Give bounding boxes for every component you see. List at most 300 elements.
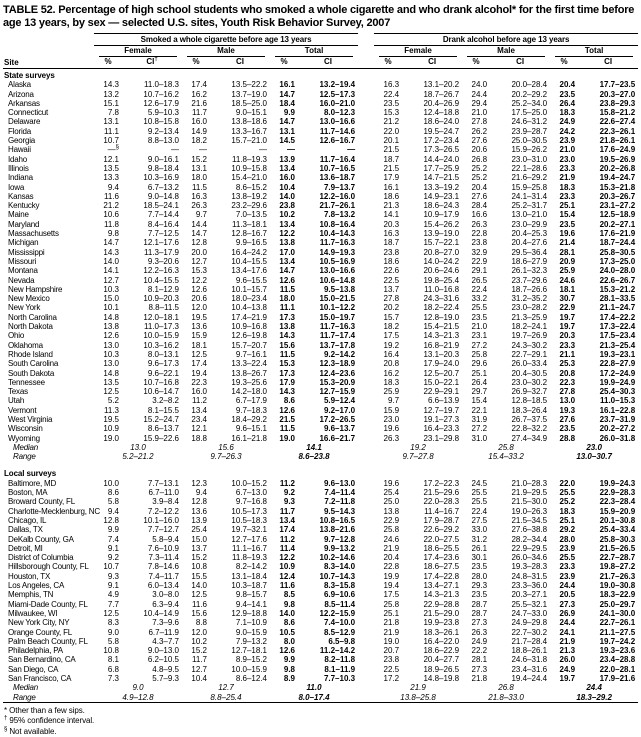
site-cell: Oklahoma xyxy=(8,340,43,350)
group-spacer xyxy=(358,479,374,488)
site-cell: Alaska xyxy=(8,80,31,90)
value-cell: 22.9 xyxy=(383,515,400,525)
value-cell: 7.2–11.8 xyxy=(324,497,356,507)
value-cell: 20.9 xyxy=(559,256,576,266)
value-cell: 11.0–17.3 xyxy=(144,322,179,332)
value-cell: 22.9 xyxy=(471,256,488,266)
value-cell: 20.6–24.6 xyxy=(423,266,460,276)
section-label: State surveys xyxy=(4,71,55,80)
site-cell: Miami-Dade County, FL xyxy=(8,599,88,609)
value-cell: 13.6 xyxy=(191,322,207,332)
site-cell: North Carolina xyxy=(8,312,57,322)
value-cell: 17.2 xyxy=(383,674,400,683)
value-cell: 13.9–19.0 xyxy=(423,229,460,239)
group-spacer xyxy=(358,628,374,637)
value-cell: 9.8–18.4 xyxy=(147,163,179,173)
group-spacer xyxy=(358,406,374,415)
value-cell: 20.2–29.2 xyxy=(511,89,548,99)
value-cell: 18.7–26.6 xyxy=(511,284,548,294)
table-row xyxy=(3,136,638,145)
value-cell: 16.6–21.7 xyxy=(319,433,356,443)
value-cell: 8.2–14.2 xyxy=(235,562,267,572)
table-row xyxy=(3,229,638,238)
value-cell: 11.0–18.3 xyxy=(144,80,179,90)
value-cell: 12.5 xyxy=(191,349,207,359)
value-cell: 10.0–15.2 xyxy=(231,478,267,488)
group-spacer xyxy=(358,674,374,683)
value-cell: 29.2 xyxy=(559,525,576,535)
value-cell: 13.0 xyxy=(559,396,576,406)
value-cell: 13.6 xyxy=(191,506,207,516)
value-cell: 19.3–28.3 xyxy=(511,562,548,572)
site-cell: Baltimore, MD xyxy=(8,478,57,488)
value-cell: 9.7–16.8 xyxy=(235,497,267,507)
value-cell: 26.0 xyxy=(559,655,576,665)
value-cell: 16.0 xyxy=(191,117,207,127)
value-cell: 24.0–28.0 xyxy=(599,266,636,276)
group-spacer xyxy=(358,145,374,154)
value-cell: 19.0 xyxy=(103,433,119,443)
value-cell: 20.3–27.1 xyxy=(511,590,548,600)
value-cell: 6.6–13.9 xyxy=(427,396,460,406)
value-cell: 7.4–11.7 xyxy=(148,571,179,581)
value-cell: 20.4–30.5 xyxy=(511,368,548,378)
value-cell: 12.6–19.8 xyxy=(231,331,267,341)
value-cell: 22.3–28.4 xyxy=(599,497,636,507)
value-cell: 25.1 xyxy=(559,201,576,211)
value-cell: 22.9–29.1 xyxy=(423,387,460,397)
value-cell: 27.8 xyxy=(383,294,400,304)
value-cell: 9.6–17.3 xyxy=(147,359,179,369)
value-cell: 21.3–25.9 xyxy=(511,312,548,322)
value-cell: 9.0–14.8 xyxy=(147,191,179,201)
value-cell: 18.7–24.4 xyxy=(599,238,636,248)
value-cell: 14.7 xyxy=(103,238,119,248)
value-cell: 24.9 xyxy=(559,117,576,127)
value-cell: 10.4 xyxy=(279,182,295,192)
value-cell: 11.6 xyxy=(192,599,207,609)
table-row xyxy=(3,525,638,534)
value-cell: 18.1 xyxy=(191,340,207,350)
value-cell: 13.8 xyxy=(103,322,119,332)
value-cell: 12.6–17.9 xyxy=(143,98,179,108)
table-row xyxy=(3,257,638,266)
value-cell: 14.9–19.3 xyxy=(319,247,356,257)
value-cell: 15.3 xyxy=(383,108,400,118)
value-cell: 9.4–14.1 xyxy=(235,599,267,609)
value-cell: 10.4–14.9 xyxy=(143,608,179,618)
value-cell: 7.4 xyxy=(107,534,119,544)
group-spacer xyxy=(358,164,374,173)
value-cell: 10.7–16.5 xyxy=(319,163,356,173)
value-cell: 22.2 xyxy=(471,646,488,656)
value-cell: 5.2 xyxy=(107,396,119,406)
value-cell: 20.2 xyxy=(383,303,400,313)
value-cell: 4.9 xyxy=(107,590,119,600)
value-cell: 15.9 xyxy=(383,405,400,415)
value-cell: 21.7–26.1 xyxy=(319,201,356,211)
value-cell: 10.9–16.8 xyxy=(231,322,267,332)
value-cell: 19.8–25.4 xyxy=(423,275,460,285)
table-row xyxy=(3,378,638,387)
table-row xyxy=(3,201,638,210)
value-cell: 5.8 xyxy=(107,497,119,507)
value-cell: 12.5 xyxy=(103,608,119,618)
value-cell: 9.7–12.8 xyxy=(323,534,356,544)
value-cell: 8.5 xyxy=(283,590,295,600)
value-cell: 14.2–18.0 xyxy=(231,387,267,397)
table-row xyxy=(3,266,638,275)
value-cell: 22.5 xyxy=(383,664,400,674)
value-cell: 14.0 xyxy=(103,256,119,266)
site-cell: Idaho xyxy=(8,154,28,164)
table-row xyxy=(3,600,638,609)
value-cell: 9.0–15.1 xyxy=(235,108,267,118)
group-spacer xyxy=(358,683,374,692)
table-row xyxy=(3,488,638,497)
value-cell: 11.6 xyxy=(279,581,295,591)
value-cell: 25.9 xyxy=(383,387,400,397)
value-cell: 28.4 xyxy=(471,201,488,211)
value-cell: 12.5–18.9 xyxy=(599,210,636,220)
value-cell: 26.8 xyxy=(471,154,488,164)
site-cell: Georgia xyxy=(8,136,36,146)
value-cell: 25.8 xyxy=(383,525,400,535)
table-header xyxy=(3,34,638,69)
value-cell: 15.0–19.7 xyxy=(319,312,356,322)
site-cell: Kentucky xyxy=(8,201,40,211)
group-spacer xyxy=(358,378,374,387)
group-spacer xyxy=(358,655,374,664)
value-cell: 11.5 xyxy=(279,349,295,359)
value-cell: 7.7–13.1 xyxy=(147,478,179,488)
site-cell: Ohio xyxy=(8,331,25,341)
value-cell: 18.5–24.1 xyxy=(143,201,179,211)
value-cell: 19.4–24.7 xyxy=(599,173,636,183)
value-cell: 13.4 xyxy=(279,163,295,173)
value-cell: 9.8 xyxy=(283,664,295,674)
value-cell: 20.4–25.3 xyxy=(511,229,548,239)
value-cell: 15.4–21.5 xyxy=(423,322,460,332)
group-spacer xyxy=(358,248,374,257)
value-cell: 19.2 xyxy=(383,340,400,350)
table-row xyxy=(3,173,638,182)
value-cell: 22.7–30.2 xyxy=(511,627,548,637)
value-cell: 29.5–36.4 xyxy=(511,247,548,257)
value-cell: 11.7–14.6 xyxy=(319,126,356,136)
value-cell: 32.9 xyxy=(471,247,488,257)
value-cell: 15.9 xyxy=(191,331,207,341)
value-cell: 12.7 xyxy=(103,275,119,285)
header-smoked-male: Male xyxy=(182,46,270,58)
value-cell: 13.3–16.7 xyxy=(231,126,267,136)
value-cell: 7.0–13.5 xyxy=(235,210,267,220)
value-cell: 27.5 xyxy=(471,515,488,525)
value-cell: 11.3–17.9 xyxy=(144,247,179,257)
value-cell: 12.5 xyxy=(103,387,119,397)
value-cell: 15.1 xyxy=(103,98,119,108)
site-cell: Charlotte-Mecklenburg, NC xyxy=(8,506,100,516)
value-cell: 21.5–30.0 xyxy=(511,497,548,507)
value-cell: 19.7–32.1 xyxy=(231,525,267,535)
value-cell: 19.5–26.9 xyxy=(599,154,636,164)
value-cell: 22.0–28.3 xyxy=(423,497,460,507)
value-cell: 21.2 xyxy=(103,201,119,211)
value-cell: 12.2 xyxy=(191,275,207,285)
value-cell: 8.1–12.9 xyxy=(147,284,179,294)
value-cell: 16.3 xyxy=(383,80,400,90)
value-cell: 21.8 xyxy=(471,674,488,683)
value-cell: 6.7–11.9 xyxy=(148,627,179,637)
value-cell: 10.8–16.4 xyxy=(319,219,356,229)
value-cell: 20.3–26.7 xyxy=(599,191,636,201)
value-cell: 10.7 xyxy=(103,562,119,572)
value-cell: 24.6–31.2 xyxy=(511,117,548,127)
value-cell: 12.0 xyxy=(191,627,207,637)
value-cell: 10.9–17.9 xyxy=(423,210,460,220)
value-cell: 9.6–22.1 xyxy=(147,368,179,378)
table-row xyxy=(3,609,638,618)
value-cell: 9.0–16.1 xyxy=(147,154,179,164)
value-cell: 23.0–30.2 xyxy=(511,377,548,387)
value-cell: 14.0–24.2 xyxy=(423,256,460,266)
footnote: * Other than a few sips. xyxy=(4,705,85,715)
value-cell: 15.7–21.0 xyxy=(231,136,267,146)
value-cell: 18.4–29.2 xyxy=(231,414,267,424)
value-cell: 8.3–15.8 xyxy=(323,581,356,591)
summary-row xyxy=(3,693,638,703)
value-cell: 10.2 xyxy=(191,636,207,646)
value-cell: 27.6 xyxy=(471,136,488,146)
group-spacer xyxy=(358,173,374,182)
value-cell: 18.3 xyxy=(559,108,576,118)
value-cell: 13.0 xyxy=(103,340,119,350)
value-cell: 15.7 xyxy=(383,312,400,322)
value-cell: 10.4–14.3 xyxy=(319,229,356,239)
value-cell: 12.6 xyxy=(279,405,295,415)
data-table xyxy=(3,33,638,703)
value-cell: 17.9 xyxy=(279,377,295,387)
value-cell: 17.4 xyxy=(191,359,207,369)
value-cell: 10.0 xyxy=(103,478,119,488)
value-cell: 24.4 xyxy=(559,581,576,591)
value-cell: 12.3–18.9 xyxy=(319,359,356,369)
value-cell: 19.8–27.2 xyxy=(599,562,636,572)
value-cell: 23.0 xyxy=(559,154,576,164)
value-cell: 6.8 xyxy=(107,664,119,674)
value-cell: 12.6 xyxy=(191,284,207,294)
value-cell: 18.6–25.5 xyxy=(423,543,460,553)
value-cell: 6.7–11.0 xyxy=(148,488,179,498)
col-header-ci: CI xyxy=(402,57,462,69)
group-header-drank: Drank alcohol before age 13 years xyxy=(374,34,638,46)
value-cell: 16.3 xyxy=(191,191,207,201)
value-cell: 16.0–21.0 xyxy=(319,98,356,108)
value-cell: 25.4 xyxy=(191,525,207,535)
value-cell: 15.9–26.2 xyxy=(511,145,548,155)
value-cell: 21.5 xyxy=(383,145,400,155)
table-row xyxy=(3,183,638,192)
value-cell: 9.3 xyxy=(107,571,119,581)
value-cell: 27.6 xyxy=(559,414,576,424)
value-cell: 13.4 xyxy=(279,219,295,229)
value-cell: 8.8 xyxy=(195,618,207,628)
site-cell: Wyoming xyxy=(8,433,40,443)
value-cell: 23.8 xyxy=(383,247,400,257)
value-cell: 14.9–23.1 xyxy=(423,191,460,201)
site-cell: Tennessee xyxy=(8,377,45,387)
value-cell: 27.2 xyxy=(471,340,488,350)
value-cell: 25.2 xyxy=(559,497,576,507)
value-cell: 26.5 xyxy=(471,275,488,285)
value-cell: 9.9–16.5 xyxy=(235,238,267,248)
value-cell: 11.7–16.3 xyxy=(319,322,356,332)
table-row xyxy=(3,210,638,219)
value-cell: 8.8–13.0 xyxy=(147,136,179,146)
value-cell: 11.4 xyxy=(279,543,295,553)
value-cell: 23.7–29.6 xyxy=(511,275,548,285)
value-cell: 5.9–10.3 xyxy=(147,108,179,118)
value-cell: 9.0 xyxy=(107,627,119,637)
value-cell: 10.7 xyxy=(103,136,119,146)
value-cell: 19.0 xyxy=(383,636,400,646)
value-cell: 18.7–26.7 xyxy=(423,89,460,99)
value-cell: 11.1 xyxy=(104,126,119,136)
value-cell: 19.6 xyxy=(383,424,400,434)
value-cell: 22.0–27.5 xyxy=(423,534,460,544)
value-cell: 21.6 xyxy=(191,98,207,108)
value-cell: 22.8–27.9 xyxy=(599,359,636,369)
table-row xyxy=(3,507,638,516)
section-label: Local surveys xyxy=(4,469,57,479)
value-cell: 28.2–34.4 xyxy=(511,534,548,544)
value-cell: 14.3 xyxy=(279,331,295,341)
group-spacer xyxy=(358,155,374,164)
value-cell: 11.7–16.3 xyxy=(319,238,356,248)
value-cell: 22.8–32.2 xyxy=(511,424,548,434)
value-cell: 9.4 xyxy=(107,506,119,516)
group-spacer xyxy=(358,516,374,525)
site-cell: Connecticut xyxy=(8,108,49,118)
value-cell: 8.5–12.9 xyxy=(323,627,356,637)
value-cell: 21.3–25.4 xyxy=(599,340,636,350)
value-cell: 10.9 xyxy=(279,562,295,572)
group-header-smoked: Smoked a whole cigarette before age 13 years xyxy=(94,34,358,46)
value-cell: 21.0 xyxy=(471,108,488,118)
value-cell: 23.5 xyxy=(471,590,488,600)
value-cell: 8.3–14.0 xyxy=(323,562,356,572)
site-cell: New York xyxy=(8,303,41,313)
value-cell: 9.8 xyxy=(283,599,295,609)
col-header-ci: CI xyxy=(298,57,358,69)
value-cell: 22.9 xyxy=(559,303,576,313)
value-cell: 21.5–29.6 xyxy=(423,488,460,498)
group-spacer xyxy=(358,488,374,497)
site-cell: Detroit, MI xyxy=(8,543,43,553)
value-cell: 12.8 xyxy=(191,238,207,248)
value-cell: 9.9 xyxy=(283,655,295,665)
value-cell: 17.0 xyxy=(279,247,295,257)
value-cell: 10.3–18.7 xyxy=(231,581,267,591)
value-cell: 25.2 xyxy=(471,173,488,183)
value-cell: 19.3–23.6 xyxy=(599,646,636,656)
value-cell: 23.0–31.0 xyxy=(511,154,548,164)
value-cell: 19.7 xyxy=(559,312,576,322)
value-cell: 11.3–18.1 xyxy=(232,219,267,229)
value-cell: 11.0–16.8 xyxy=(424,284,460,294)
value-cell: 17.5 xyxy=(383,590,400,600)
group-spacer xyxy=(358,136,374,145)
group-spacer xyxy=(358,257,374,266)
footnote-marker: § xyxy=(4,726,8,733)
value-cell: 15.3–21.2 xyxy=(599,284,636,294)
group-spacer xyxy=(358,294,374,303)
value-cell: 23.3 xyxy=(559,340,576,350)
value-cell: 11.2 xyxy=(279,478,295,488)
site-cell: Kansas xyxy=(8,191,34,201)
value-cell: 6.5–9.8 xyxy=(328,636,356,646)
value-cell: 23.4–31.6 xyxy=(511,664,548,674)
value-cell: 10.7–16.8 xyxy=(143,377,179,387)
value-cell: 16.1 xyxy=(279,80,295,90)
site-cell: New Hampshire xyxy=(8,284,63,294)
value-cell: 23.8–29.3 xyxy=(599,98,636,108)
value-cell: 20.0–28.4 xyxy=(511,80,548,90)
value-cell: 8.6 xyxy=(283,618,295,628)
value-cell: 12.3 xyxy=(191,478,207,488)
value-cell: 13.0 xyxy=(130,442,146,452)
value-cell: 23.8 xyxy=(383,655,400,665)
site-cell: Maine xyxy=(8,210,29,220)
value-cell: 19.2 xyxy=(410,442,426,452)
value-cell: 18.0–23.4 xyxy=(231,294,267,304)
value-cell: 10.3 xyxy=(103,349,119,359)
value-cell: 10.8–16.5 xyxy=(319,515,356,525)
value-cell: 13.7 xyxy=(191,543,207,553)
group-spacer xyxy=(358,80,374,89)
value-cell: 21.2 xyxy=(383,117,400,127)
section-header-row xyxy=(3,461,638,478)
value-cell: 20.6 xyxy=(191,294,207,304)
value-cell: 10.1–16.0 xyxy=(143,515,179,525)
value-cell: 18.6–24.0 xyxy=(423,117,460,127)
value-cell: 28.8 xyxy=(559,433,576,443)
group-spacer xyxy=(358,424,374,433)
value-cell: 9.9–13.2 xyxy=(323,543,356,553)
value-cell: 13.1 xyxy=(191,163,207,173)
value-cell: 9.2 xyxy=(107,553,119,563)
value-cell: 25.2–31.7 xyxy=(511,201,548,211)
value-cell: 9.7–16.1 xyxy=(235,349,267,359)
value-cell: 15.6 xyxy=(218,442,234,452)
site-cell: Philadelphia, PA xyxy=(8,646,63,656)
value-cell: 11.5 xyxy=(192,182,207,192)
value-cell: 15.4 xyxy=(559,210,576,220)
table-row xyxy=(3,145,638,154)
value-cell: 14.3–21.3 xyxy=(423,590,460,600)
value-cell: 8.0–13.1 xyxy=(147,349,179,359)
value-cell: 19.6 xyxy=(559,229,576,239)
value-cell: 26.9–32.7 xyxy=(511,387,548,397)
group-spacer xyxy=(358,46,374,58)
group-spacer xyxy=(358,285,374,294)
section-header-row xyxy=(3,69,638,81)
value-cell: 3.0–8.0 xyxy=(152,590,179,600)
value-cell: 13.1–20.3 xyxy=(423,349,460,359)
value-cell: 23.9 xyxy=(559,543,576,553)
value-cell: 13.7–19.0 xyxy=(231,89,267,99)
value-cell: 7.7–12.5 xyxy=(147,229,179,239)
